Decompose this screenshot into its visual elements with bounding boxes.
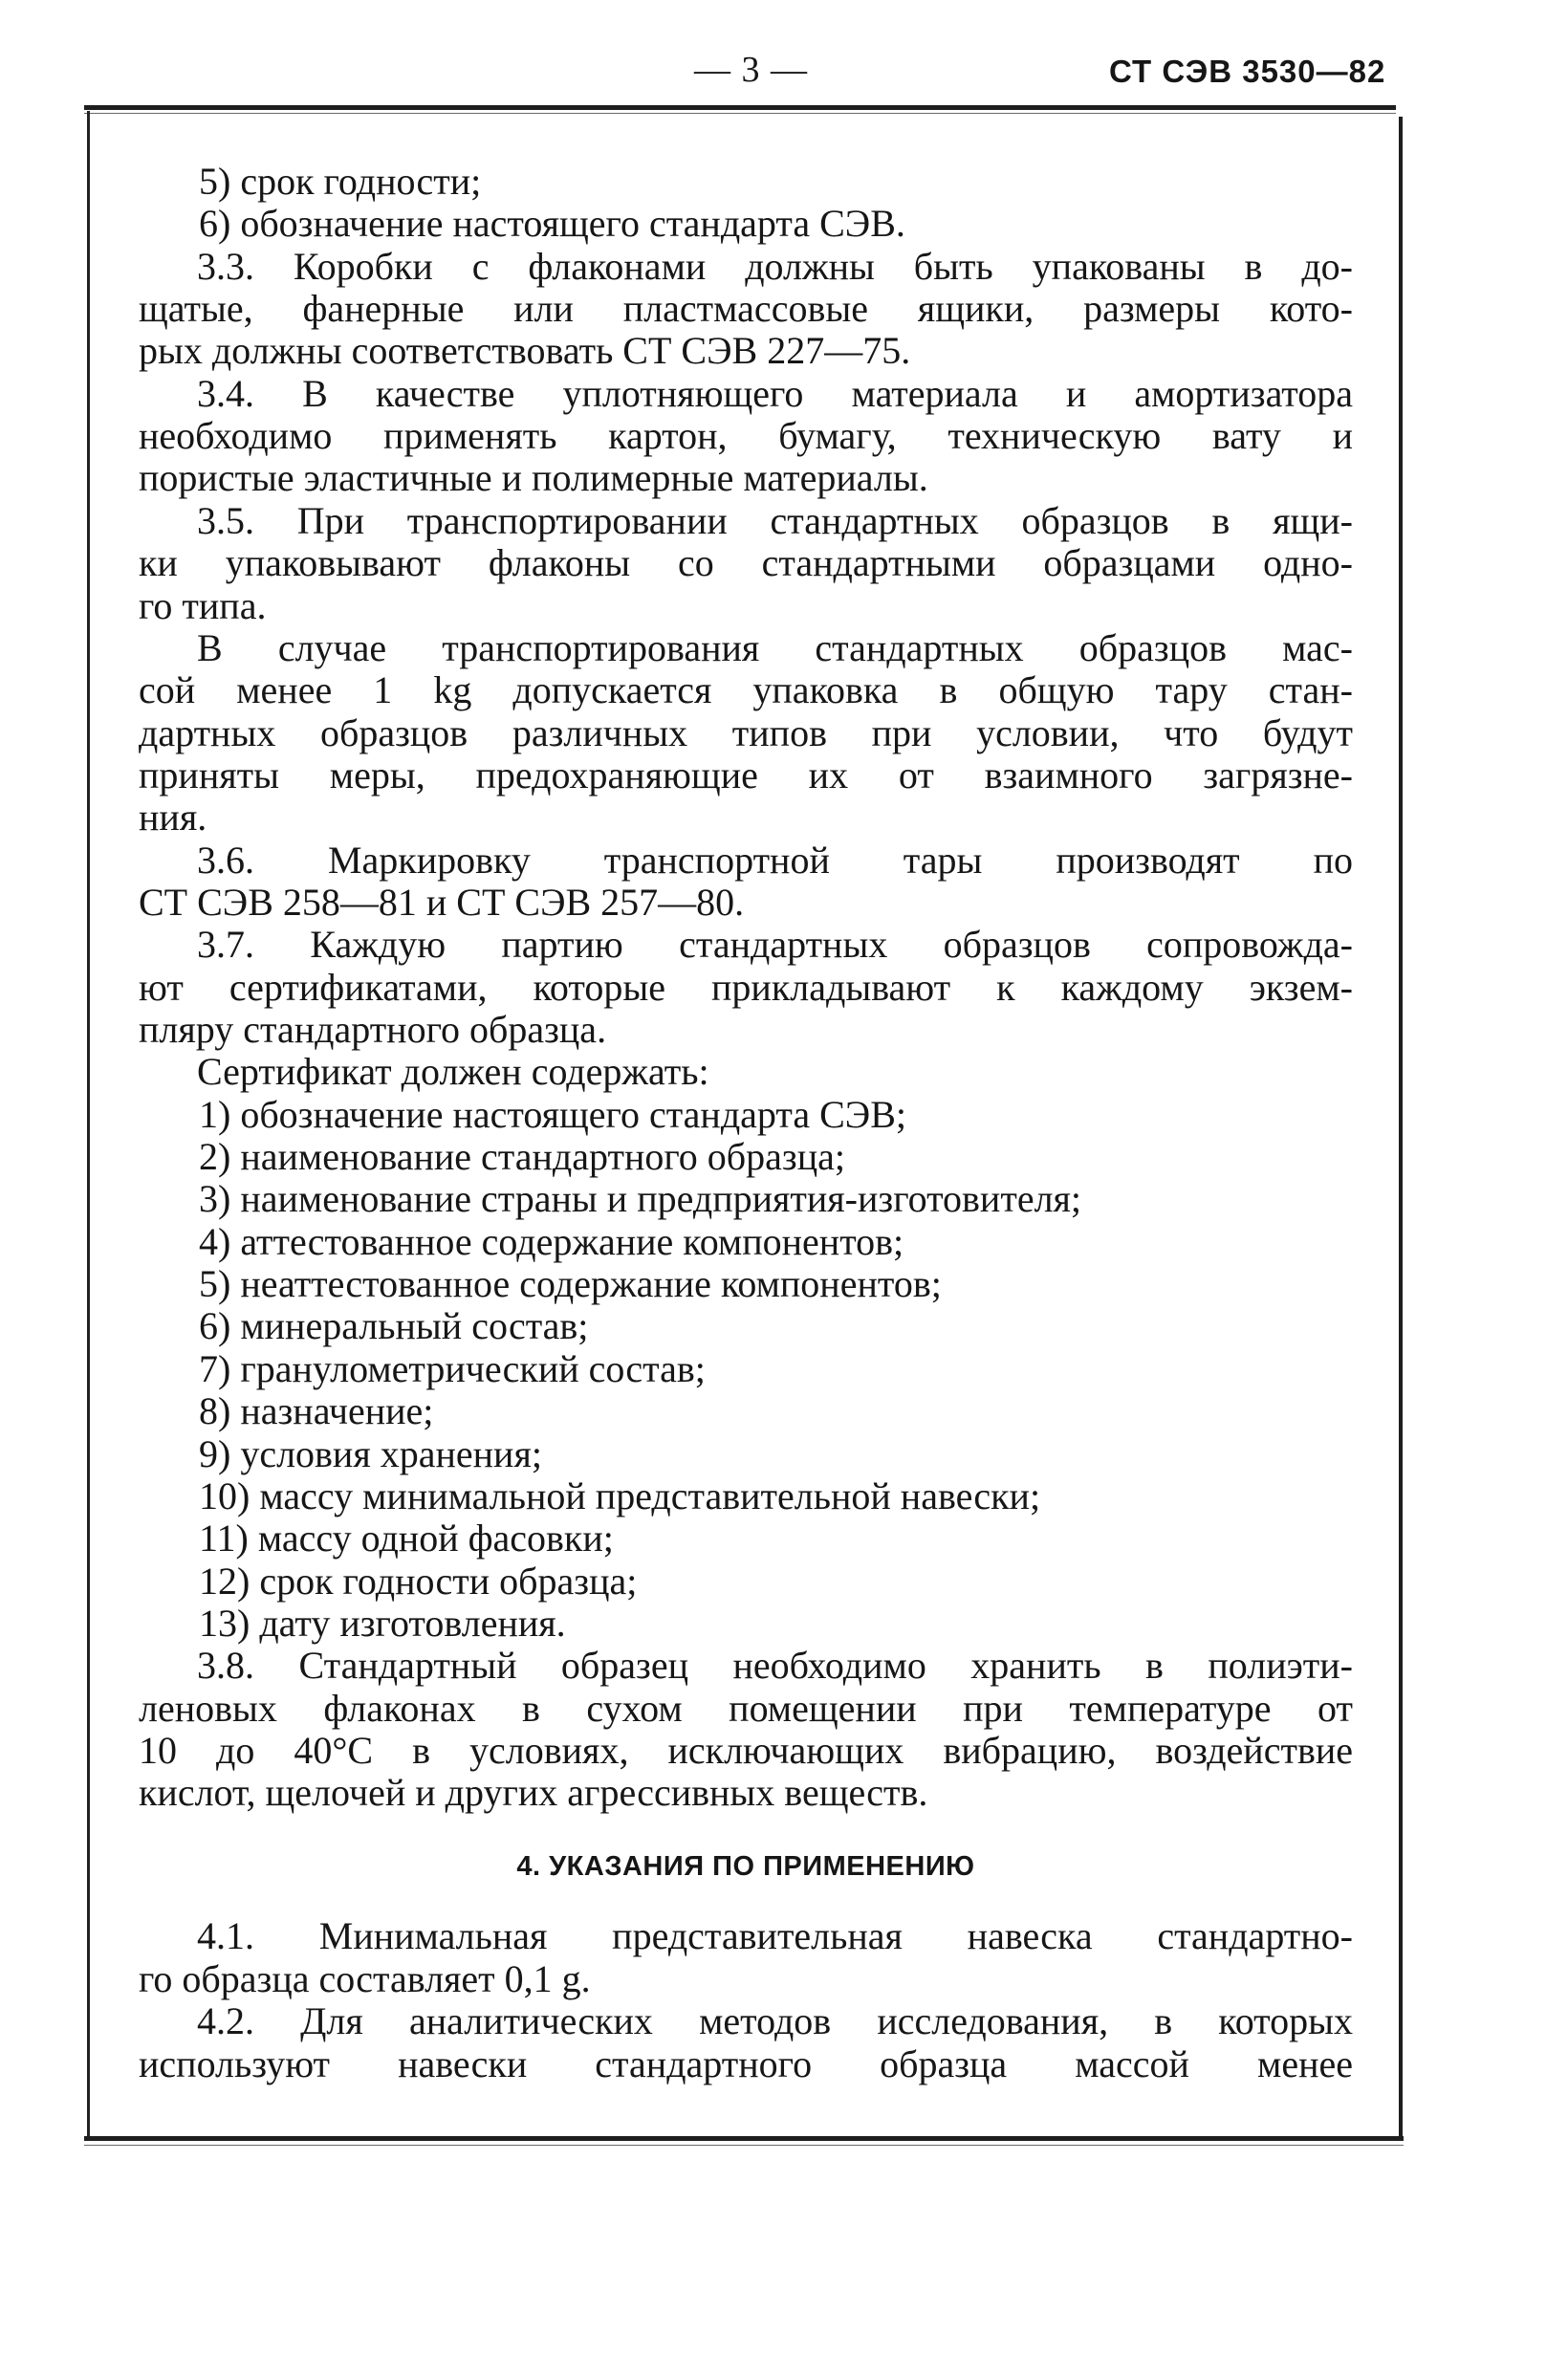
list-item: 6) минеральный состав; xyxy=(199,1304,589,1348)
running-head-standard-code: СТ СЭВ 3530—82 xyxy=(1109,54,1386,89)
list-item: 9) условия хранения; xyxy=(199,1431,542,1475)
text-line: ки упаковывают флаконы со стандартными образцами одно- xyxy=(139,541,1353,585)
text-line: Сертификат должен содержать: xyxy=(197,1050,709,1094)
text-line: 3.6. Маркировку транспортной тары производят по xyxy=(197,838,1353,882)
text-line: приняты меры, предохраняющие их от взаимного загрязне- xyxy=(139,753,1353,797)
text-line: го образца составляет 0,1 g. xyxy=(139,1956,591,2000)
list-item: 7) гранулометрический состав; xyxy=(199,1346,706,1390)
text-line: пляру стандартного образца. xyxy=(139,1008,607,1051)
list-item: 8) назначение; xyxy=(199,1389,434,1433)
list-item: 1) обозначение настоящего стандарта СЭВ; xyxy=(199,1092,906,1136)
list-item: 2) наименование стандартного образца; xyxy=(199,1135,845,1179)
text-line: 10 до 40°С в условиях, исключающих вибрацию, воздействие xyxy=(139,1728,1353,1772)
list-item: 5) неаттестованное содержание компонентов; xyxy=(199,1262,942,1306)
page-number: — 3 — xyxy=(694,50,808,90)
text-line: 3.3. Коробки с флаконами должны быть упакованы в до- xyxy=(197,244,1353,288)
text-line: кислот, щелочей и других агрессивных веществ. xyxy=(139,1771,928,1815)
list-item: 5) срок годности; xyxy=(199,160,482,203)
text-line: пористые эластичные и полимерные материалы. xyxy=(139,456,928,500)
section-heading: 4. УКАЗАНИЯ ПО ПРИМЕНЕНИЮ xyxy=(516,1851,975,1882)
list-item: 4) аттестованное содержание компонентов; xyxy=(199,1219,904,1263)
text-line: необходимо применять картон, бумагу, техническую вату и xyxy=(139,414,1353,458)
list-item: 12) срок годности образца; xyxy=(199,1559,638,1603)
text-line: рых должны соответствовать СТ СЭВ 227—75. xyxy=(139,329,911,373)
frame-top-rule xyxy=(84,105,1396,110)
text-line: В случае транспортирования стандартных образцов мас- xyxy=(197,625,1353,669)
text-line: дартных образцов различных типов при условии, что будут xyxy=(139,710,1353,754)
text-line: ния. xyxy=(139,796,207,840)
text-line: ют сертификатами, которые прикладывают к каждому экзем- xyxy=(139,965,1353,1009)
frame-bottom-rule xyxy=(84,2136,1404,2141)
text-line: 3.4. В качестве уплотняющего материала и амортизатора xyxy=(197,371,1353,415)
text-line: леновых флаконах в сухом помещении при температуре от xyxy=(139,1686,1353,1730)
text-line: 4.1. Минимальная представительная навеска стандартно- xyxy=(197,1914,1353,1957)
list-item: 11) массу одной фасовки; xyxy=(199,1517,614,1560)
frame-right-rule xyxy=(1399,117,1403,2137)
frame-top-thin-rule xyxy=(84,113,1396,114)
frame-bottom-thin-rule xyxy=(84,2145,1404,2146)
text-line: 3.7. Каждую партию стандартных образцов сопровожда- xyxy=(197,923,1353,967)
frame-left-rule xyxy=(87,111,90,2137)
text-line: используют навески стандартного образца массой менее xyxy=(139,2041,1353,2085)
text-line: СТ СЭВ 258—81 и СТ СЭВ 257—80. xyxy=(139,880,745,924)
text-line: 3.5. При транспортировании стандартных образцов в ящи- xyxy=(197,498,1353,542)
text-line: го типа. xyxy=(139,583,267,627)
text-line: щатые, фанерные или пластмассовые ящики, размеры кото- xyxy=(139,287,1353,331)
list-item: 13) дату изготовления. xyxy=(199,1601,566,1645)
text-line: сой менее 1 kg допускается упаковка в общую тару стан- xyxy=(139,668,1353,712)
list-item: 10) массу минимальной представительной навески; xyxy=(199,1473,1041,1517)
text-line: 4.2. Для аналитических методов исследования, в которых xyxy=(197,1999,1353,2042)
text-line: 3.8. Стандартный образец необходимо хранить в полиэти- xyxy=(197,1644,1353,1688)
list-item: 6) обозначение настоящего стандарта СЭВ. xyxy=(199,202,905,246)
list-item: 3) наименование страны и предприятия-изготовителя; xyxy=(199,1177,1082,1221)
